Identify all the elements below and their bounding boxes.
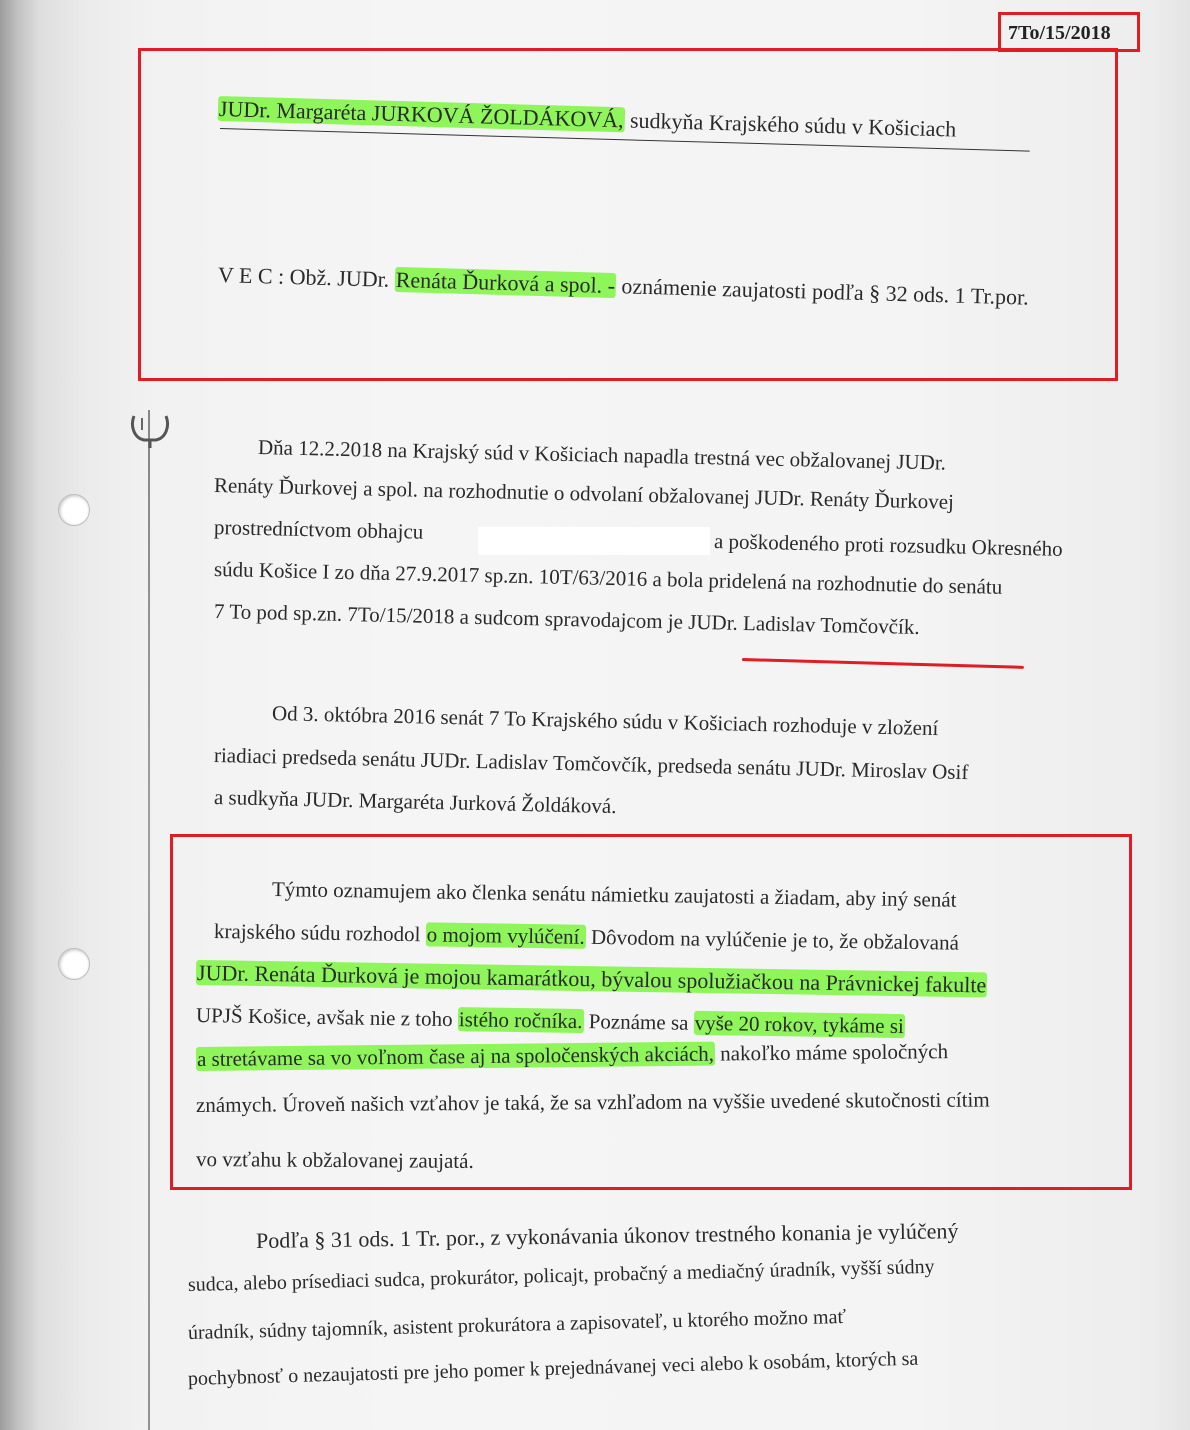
p3-line-7: vo vzťahu k obžalovanej zaujatá. [195,1147,474,1173]
p4-line-2: sudca, alebo prísediaci sudca, prokurátor, policajt, probačný a mediačný úradník, vyšší súdny [187,1255,935,1296]
judge-title: sudkyňa Krajského súdu v Košiciach [629,107,957,142]
p3-line-5b: nakoľko máme spoločných [720,1039,949,1066]
p1-line-5 [214,598,920,640]
rapporteur-judge: je JUDr. Ladislav Tomčovčík. [667,609,920,640]
p3-line-2a: krajského súdu rozhodol [213,919,421,947]
p3-line-6: známych. Úroveň našich vzťahov je taká, že sa vzhľadom na vyššie uvedené skutočnosti cítim [195,1087,990,1117]
p1-line-2: Renáty Ďurkovej a spol. na rozhodnutie o odvolaní obžalovanej JUDr. Renáty Ďurkovej [213,473,955,514]
p1-line-3 [214,514,424,545]
p3-year-highlight: istého ročníka. [458,1007,583,1034]
p3-years-highlight: vyše 20 rokov, tykáme si [694,1010,905,1039]
punch-hole-bottom [58,948,90,980]
p1-line-3-start: prostredníctvom obhajcu [213,515,424,544]
subject-parties: Renáta Ďurková a spol. - [395,266,616,299]
p1-line-4: súdu Košice I zo dňa 27.9.2017 sp.zn. 10T/63/2016 a bola pridelená na rozhodnutie do senátu [213,557,1003,599]
binder-clip-icon [128,412,172,448]
p3-recusal-highlight: o mojom vylúčení. [426,922,585,949]
p1-line-5-start: 7 To pod sp.zn. 7To/15/2018 a sudcom spravodajcom [213,599,663,634]
p4-line-4: pochybnosť o nezaujatosti pre jeho pomer k prejednávanej veci alebo k osobám, ktorých sa [187,1347,919,1390]
judge-name: JUDr. Margaréta JURKOVÁ ŽOLDÁKOVÁ, [218,96,624,133]
p3-line-4c: Poznáme sa [588,1009,689,1035]
p3-line-4a: UPJŠ Košice, avšak nie z toho [195,1003,453,1032]
subject-prefix: V E C : Obž. JUDr. [217,262,390,292]
p3-line-1: Týmto oznamujem ako členka senátu námietku zaujatosti a žiadam, aby iný senát [271,877,957,912]
punch-hole-top [58,494,90,526]
rapporteur-underline [742,658,1024,669]
p2-line-2: riadiaci predseda senátu JUDr. Ladislav Tomčovčík, predseda senátu JUDr. Miroslav Osif [213,743,969,785]
subject-rest: oznámenie zaujatosti podľa § 32 ods. 1 Tr.por. [621,273,1030,310]
p2-line-3: a sudkyňa JUDr. Margaréta Jurková Žoldáková. [213,785,617,819]
redacted-name [478,527,710,555]
p4-line-1: Podľa § 31 ods. 1 Tr. por., z vykonávania úkonov trestného konania je vylúčený [255,1218,959,1253]
p1-line-1: Dňa 12.2.2018 na Krajský súd v Košiciach napadla trestná vec obžalovanej JUDr. [257,435,947,475]
p2-line-1: Od 3. októbra 2016 senát 7 To Krajského súdu v Košiciach rozhoduje v zložení [271,701,939,741]
p1-line-3-end: a poškodeného proti rozsudku Okresného [713,529,1063,561]
p3-line-2c: Dôvodom na vylúčenie je to, že obžalovaná [590,924,960,955]
p3-friend-highlight: JUDr. Renáta Ďurková je mojou kamarátkou, bývalou spolužiačkou na Právnickej fakulte [196,960,987,998]
case-number: 7To/15/2018 [1008,22,1111,44]
binder-line [148,410,150,1430]
p3-social-highlight: a stretávame sa vo voľnom čase aj na spoločenských akciách, [196,1041,715,1071]
p4-line-3: úradník, súdny tajomník, asistent prokurátora a zapisovateľ, u ktorého možno mať [187,1305,847,1344]
